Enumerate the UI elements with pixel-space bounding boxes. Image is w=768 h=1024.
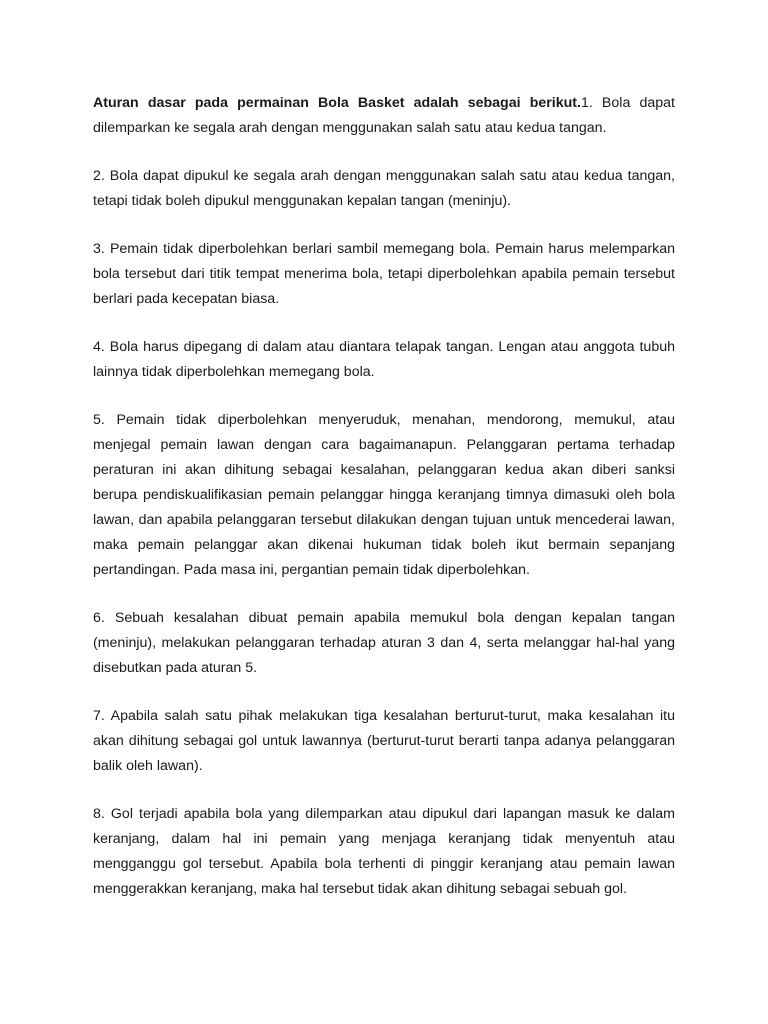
paragraph-rule-3: 3. Pemain tidak diperbolehkan berlari sambil memegang bola. Pemain harus melemparkan bola tersebut dari titik tempat menerima bola, tetapi diperbolehkan apabila pemain tersebut berlari pada kecepatan biasa.	[93, 241, 675, 307]
paragraph-rule-2: 2. Bola dapat dipukul ke segala arah dengan menggunakan salah satu atau kedua tangan, tetapi tidak boleh dipukul menggunakan kepalan tangan (meninju).	[93, 168, 675, 209]
intro-heading: Aturan dasar pada permainan Bola Basket adalah sebagai berikut.	[93, 95, 581, 111]
paragraph-rule-5: 5. Pemain tidak diperbolehkan menyeruduk, menahan, mendorong, memukul, atau menjegal pemain lawan dengan cara bagaimanapun. Pelanggaran pertama terhadap peraturan ini akan dihitung sebagai kesalahan, pelanggaran kedua akan diberi sanksi berupa pendiskualifikasian pemain pelanggar hingga keranjang timnya dimasuki oleh bola lawan, dan apabila pelanggaran tersebut dilakukan dengan tujuan untuk mencederai lawan, maka pemain pelanggar akan dikenai hukuman tidak boleh ikut bermain sepanjang pertandingan. Pada masa ini, pergantian pemain tidak diperbolehkan.	[93, 412, 675, 578]
paragraph-rule-1	[93, 91, 675, 141]
paragraph-rule-6: 6. Sebuah kesalahan dibuat pemain apabila memukul bola dengan kepalan tangan (meninju), melakukan pelanggaran terhadap aturan 3 dan 4, serta melanggar hal-hal yang disebutkan pada aturan 5.	[93, 610, 675, 676]
paragraph-rule-7: 7. Apabila salah satu pihak melakukan tiga kesalahan berturut-turut, maka kesalahan itu akan dihitung sebagai gol untuk lawannya (berturut-turut berarti tanpa adanya pelanggaran balik oleh lawan).	[93, 708, 675, 774]
rule-1-text: 1. Bola dapat dilemparkan ke segala arah dengan menggunakan salah satu atau kedua tangan.	[93, 95, 675, 136]
paragraph-rule-8: 8. Gol terjadi apabila bola yang dilemparkan atau dipukul dari lapangan masuk ke dalam keranjang, dalam hal ini pemain yang menjaga keranjang tidak menyentuh atau mengganggu gol tersebut. Apabila bola terhenti di pinggir keranjang atau pemain lawan menggerakkan keranjang, maka hal tersebut tidak akan dihitung sebagai sebuah gol.	[93, 806, 675, 897]
document-page	[93, 91, 675, 925]
paragraph-rule-4: 4. Bola harus dipegang di dalam atau diantara telapak tangan. Lengan atau anggota tubuh lainnya tidak diperbolehkan memegang bola.	[93, 339, 675, 380]
